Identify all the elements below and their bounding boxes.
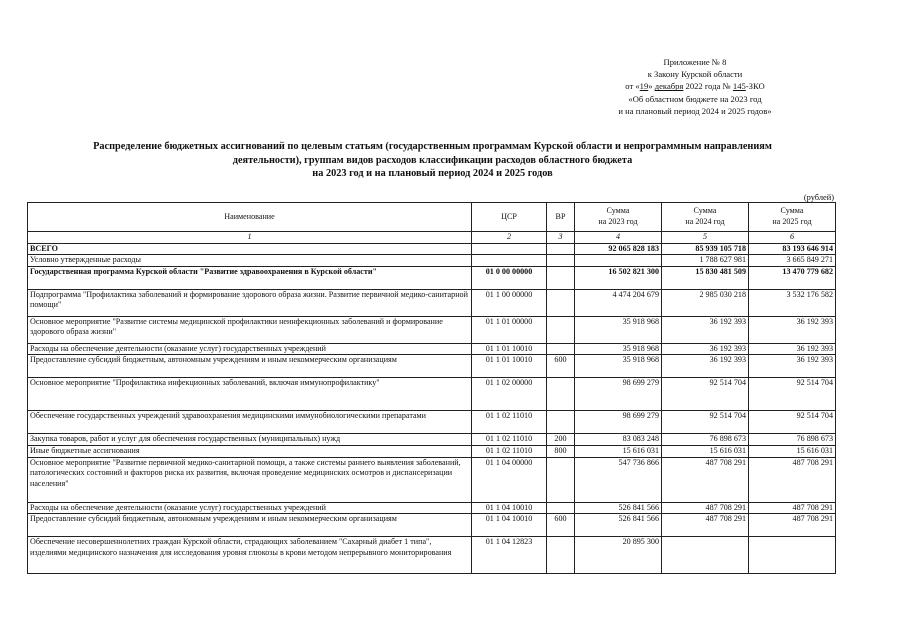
column-number: 2	[472, 232, 547, 244]
cell-name: ВСЕГО	[28, 243, 472, 255]
table-row	[28, 445, 836, 457]
cell-name: Условно утвержденные расходы	[28, 255, 472, 267]
cell-vr	[547, 537, 575, 574]
appendix-text: »	[648, 81, 655, 92]
cell-s2024: 487 708 291	[662, 457, 749, 502]
header-sum-2023	[575, 203, 662, 232]
cell-s2025: 83 193 646 914	[749, 243, 836, 255]
cell-s2024: 36 192 393	[662, 316, 749, 343]
cell-s2023: 35 918 968	[575, 343, 662, 355]
cell-name: Основное мероприятие "Профилактика инфекционных заболеваний, включая иммунопрофилактику"	[28, 378, 472, 411]
cell-vr: 200	[547, 434, 575, 446]
cell-s2023: 20 895 300	[575, 537, 662, 574]
cell-s2024: 487 708 291	[662, 502, 749, 514]
cell-s2023: 92 065 828 183	[575, 243, 662, 255]
table-row	[28, 266, 836, 289]
cell-csr	[472, 243, 547, 255]
cell-csr: 01 1 04 00000	[472, 457, 547, 502]
cell-s2023: 16 502 821 300	[575, 266, 662, 289]
cell-name: Обеспечение государственных учреждений здравоохранения медицинскими иммунобиологическими препаратами	[28, 411, 472, 434]
appendix-block	[560, 56, 830, 117]
table-row	[28, 355, 836, 378]
cell-vr: 600	[547, 355, 575, 378]
header-text: на 2024 год	[685, 217, 725, 226]
cell-s2025: 487 708 291	[749, 457, 836, 502]
cell-name: Расходы на обеспечение деятельности (оказание услуг) государственных учреждений	[28, 502, 472, 514]
header-sum-2025	[749, 203, 836, 232]
table-row	[28, 502, 836, 514]
table-header-row	[28, 203, 836, 232]
appendix-text: -ЗКО	[745, 81, 765, 92]
cell-s2024: 36 192 393	[662, 355, 749, 378]
header-vr: ВР	[547, 203, 575, 232]
table-row	[28, 255, 836, 267]
cell-s2024: 15 616 031	[662, 445, 749, 457]
cell-s2025: 36 192 393	[749, 316, 836, 343]
cell-name: Иные бюджетные ассигнования	[28, 445, 472, 457]
cell-vr	[547, 457, 575, 502]
cell-s2025: 15 616 031	[749, 445, 836, 457]
appendix-month: декабря	[654, 81, 684, 92]
cell-s2023: 83 083 248	[575, 434, 662, 446]
column-number: 1	[28, 232, 472, 244]
cell-csr: 01 1 02 11010	[472, 434, 547, 446]
cell-s2024: 76 898 673	[662, 434, 749, 446]
cell-vr	[547, 343, 575, 355]
table-row	[28, 514, 836, 537]
cell-s2025: 92 514 704	[749, 378, 836, 411]
cell-name: Предоставление субсидий бюджетным, автономным учреждениям и иным некоммерческим организациям	[28, 514, 472, 537]
cell-vr	[547, 502, 575, 514]
cell-name: Основное мероприятие "Развитие системы медицинской профилактики неинфекционных заболеваний и формирование здорового образа жизни"	[28, 316, 472, 343]
cell-s2023: 526 841 566	[575, 502, 662, 514]
cell-s2023: 98 699 279	[575, 378, 662, 411]
table-row	[28, 434, 836, 446]
appendix-text: от «	[625, 81, 640, 92]
table-row	[28, 411, 836, 434]
header-name: Наименование	[28, 203, 472, 232]
cell-s2025: 3 532 176 582	[749, 289, 836, 316]
cell-csr: 01 1 02 11010	[472, 411, 547, 434]
appendix-line: «Об областном бюджете на 2023 год	[628, 93, 762, 104]
column-number: 6	[749, 232, 836, 244]
column-number: 5	[662, 232, 749, 244]
cell-vr	[547, 266, 575, 289]
header-text: Сумма	[693, 206, 717, 216]
cell-csr: 01 1 01 10010	[472, 343, 547, 355]
cell-s2024: 92 514 704	[662, 411, 749, 434]
header-text: Сумма	[606, 206, 630, 216]
appendix-line: к Закону Курской области	[647, 69, 743, 80]
cell-vr	[547, 289, 575, 316]
cell-s2024: 15 830 481 509	[662, 266, 749, 289]
table-row	[28, 316, 836, 343]
cell-s2024: 92 514 704	[662, 378, 749, 411]
title-line: деятельности), группам видов расходов классификации расходов областного бюджета	[232, 154, 633, 166]
table-row	[28, 537, 836, 574]
cell-csr: 01 1 02 00000	[472, 378, 547, 411]
appendix-text: 2022 года №	[683, 81, 733, 92]
header-sum-2024	[662, 203, 749, 232]
cell-name: Предоставление субсидий бюджетным, автономным учреждениям и иным некоммерческим организациям	[28, 355, 472, 378]
cell-s2023: 35 918 968	[575, 355, 662, 378]
appendix-day: 19	[639, 81, 649, 92]
cell-name: Государственная программа Курской области "Развитие здравоохранения в Курской области"	[28, 266, 472, 289]
cell-csr: 01 1 04 12823	[472, 537, 547, 574]
cell-csr: 01 1 04 10010	[472, 514, 547, 537]
appendix-number: 145	[732, 81, 746, 92]
cell-csr: 01 0 00 00000	[472, 266, 547, 289]
column-number: 4	[575, 232, 662, 244]
cell-name: Основное мероприятие "Развитие первичной медико-санитарной помощи, а также системы раннего выявления заболеваний, патологических состояний и факторов риска их развития, включая проведение медицинских осмотров и диспансеризации населения"	[28, 457, 472, 502]
cell-csr: 01 1 00 00000	[472, 289, 547, 316]
cell-s2023: 4 474 204 679	[575, 289, 662, 316]
cell-s2023	[575, 255, 662, 267]
cell-csr: 01 1 01 00000	[472, 316, 547, 343]
cell-csr: 01 1 04 10010	[472, 502, 547, 514]
table-row	[28, 457, 836, 502]
column-number-row	[28, 232, 836, 244]
budget-table	[27, 202, 836, 574]
cell-s2023: 526 841 566	[575, 514, 662, 537]
table-row	[28, 343, 836, 355]
title-line: Распределение бюджетных ассигнований по целевым статьям (государственным программам Курской области и непрограммным направлениям	[93, 141, 772, 152]
cell-s2024: 2 985 030 218	[662, 289, 749, 316]
table-row	[28, 243, 836, 255]
cell-name: Подпрограмма "Профилактика заболеваний и формирование здорового образа жизни. Развитие первичной медико-санитарной помощи"	[28, 289, 472, 316]
cell-s2025: 3 665 849 271	[749, 255, 836, 267]
cell-csr: 01 1 02 11010	[472, 445, 547, 457]
cell-csr	[472, 255, 547, 267]
header-text: Сумма	[780, 206, 804, 216]
cell-s2025: 13 470 779 682	[749, 266, 836, 289]
cell-s2023: 98 699 279	[575, 411, 662, 434]
cell-vr	[547, 411, 575, 434]
cell-s2025: 36 192 393	[749, 355, 836, 378]
cell-s2024: 1 788 627 981	[662, 255, 749, 267]
cell-vr: 600	[547, 514, 575, 537]
appendix-line: и на плановый период 2024 и 2025 годов»	[618, 105, 772, 116]
cell-s2025: 487 708 291	[749, 514, 836, 537]
cell-vr	[547, 378, 575, 411]
cell-s2025: 92 514 704	[749, 411, 836, 434]
cell-s2025: 76 898 673	[749, 434, 836, 446]
cell-csr: 01 1 01 10010	[472, 355, 547, 378]
cell-s2025: 487 708 291	[749, 502, 836, 514]
header-text: на 2023 год	[598, 217, 638, 226]
header-csr: ЦСР	[472, 203, 547, 232]
cell-s2024: 85 939 105 718	[662, 243, 749, 255]
cell-s2025	[749, 537, 836, 574]
header-text: на 2025 год	[772, 217, 812, 226]
cell-s2023: 35 918 968	[575, 316, 662, 343]
cell-s2023: 547 736 866	[575, 457, 662, 502]
cell-name: Обеспечение несовершеннолетних граждан Курской области, страдающих заболеванием "Сахарный диабет 1 типа", изделиями медицинского назначения для исследования уровня глюкозы в крови методом непрерывного мониторирования	[28, 537, 472, 574]
cell-s2024	[662, 537, 749, 574]
cell-s2024: 36 192 393	[662, 343, 749, 355]
table-row	[28, 378, 836, 411]
table-row	[28, 289, 836, 316]
cell-s2024: 487 708 291	[662, 514, 749, 537]
document-title	[30, 140, 835, 181]
cell-name: Расходы на обеспечение деятельности (оказание услуг) государственных учреждений	[28, 343, 472, 355]
cell-name: Закупка товаров, работ и услуг для обеспечения государственных (муниципальных) нужд	[28, 434, 472, 446]
appendix-line: Приложение № 8	[663, 57, 727, 67]
cell-vr: 800	[547, 445, 575, 457]
column-number: 3	[547, 232, 575, 244]
cell-s2025: 36 192 393	[749, 343, 836, 355]
cell-vr	[547, 255, 575, 267]
units-label: (рублей)	[803, 193, 834, 202]
cell-vr	[547, 243, 575, 255]
title-line: на 2023 год и на плановый период 2024 и 2025 годов	[312, 168, 553, 180]
cell-s2023: 15 616 031	[575, 445, 662, 457]
appendix-law-line	[560, 80, 830, 92]
cell-vr	[547, 316, 575, 343]
